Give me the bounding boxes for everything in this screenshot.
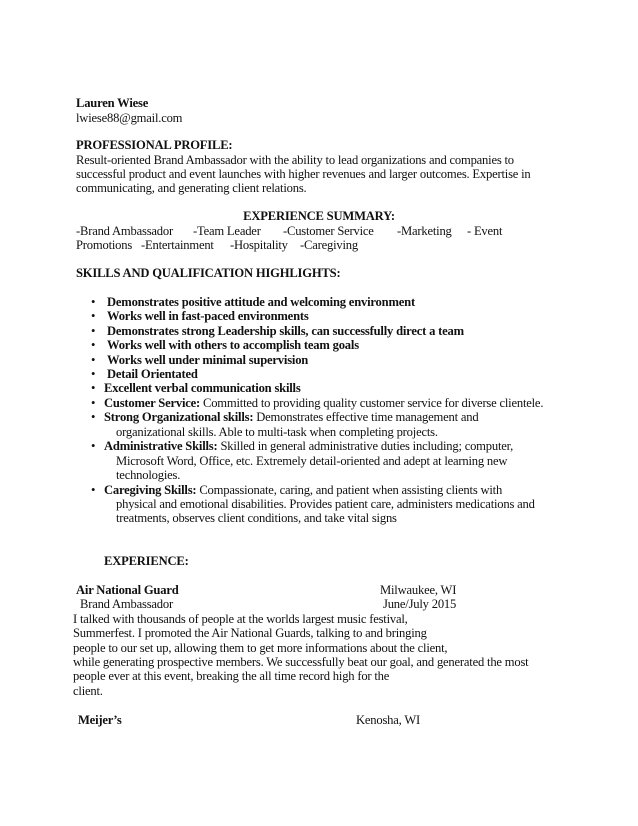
bullet-icon: • bbox=[91, 367, 96, 381]
skill-title: Excellent verbal communication skills bbox=[104, 381, 301, 395]
job-description: people ever at this event, breaking the all time record high for the bbox=[73, 669, 390, 683]
skill-description-cont: Microsoft Word, Office, etc. Extremely detail-oriented and adept at learning new bbox=[116, 454, 508, 468]
job-description: I talked with thousands of people at the worlds largest music festival, bbox=[73, 612, 408, 626]
skill-title: Works well under minimal supervision bbox=[107, 353, 309, 367]
skill-title: Detail Orientated bbox=[107, 367, 198, 381]
skill-description: Committed to providing quality customer service for diverse clientele. bbox=[200, 396, 544, 410]
skill-title: Works well with others to accomplish team goals bbox=[107, 338, 359, 352]
job-location: Kenosha, WI bbox=[356, 713, 421, 727]
bullet-icon: • bbox=[91, 353, 96, 367]
summary-item: -Brand Ambassador bbox=[76, 224, 173, 238]
skills-heading: SKILLS AND QUALIFICATION HIGHLIGHTS: bbox=[76, 266, 341, 280]
skill-description: Demonstrates effective time management and bbox=[253, 410, 479, 424]
skill-description: Compassionate, caring, and patient when assisting clients with bbox=[196, 483, 503, 497]
summary-item: -Caregiving bbox=[300, 238, 358, 252]
summary-item: -Marketing bbox=[397, 224, 452, 238]
profile-heading: PROFESSIONAL PROFILE: bbox=[76, 138, 233, 152]
bullet-icon: • bbox=[91, 324, 96, 338]
job-description: Summerfest. I promoted the Air National Guards, talking to and bringing bbox=[73, 626, 427, 640]
employer-name: Meijer’s bbox=[78, 713, 122, 727]
bullet-icon: • bbox=[91, 381, 96, 395]
skill-title: Demonstrates positive attitude and welcoming environment bbox=[107, 295, 415, 309]
bullet-icon: • bbox=[91, 410, 96, 424]
profile-line: Result-oriented Brand Ambassador with the ability to lead organizations and companies to bbox=[76, 153, 514, 167]
summary-item: Promotions bbox=[76, 238, 133, 252]
job-description: while generating prospective members. We successfully beat our goal, and generated the most bbox=[73, 655, 529, 669]
job-date: June/July 2015 bbox=[383, 597, 457, 611]
summary-item: -Team Leader bbox=[193, 224, 261, 238]
candidate-email: lwiese88@gmail.com bbox=[76, 111, 183, 125]
skill-description: Skilled in general administrative duties including; computer, bbox=[217, 439, 514, 453]
skill-title: Customer Service: bbox=[104, 396, 201, 410]
summary-heading: EXPERIENCE SUMMARY: bbox=[243, 209, 395, 223]
job-description: client. bbox=[73, 684, 103, 698]
profile-line: communicating, and generating client relations. bbox=[76, 181, 307, 195]
skill-title: Administrative Skills: bbox=[104, 439, 218, 453]
bullet-icon: • bbox=[91, 295, 96, 309]
job-description: people to our set up, allowing them to get more informations about the client, bbox=[73, 641, 448, 655]
job-location: Milwaukee, WI bbox=[380, 583, 457, 597]
employer-name: Air National Guard bbox=[76, 583, 179, 597]
bullet-icon: • bbox=[91, 396, 96, 410]
bullet-icon: • bbox=[91, 338, 96, 352]
skill-description-cont: technologies. bbox=[116, 468, 181, 482]
bullet-icon: • bbox=[91, 439, 96, 453]
skill-title: Caregiving Skills: bbox=[104, 483, 197, 497]
summary-item: -Customer Service bbox=[283, 224, 374, 238]
job-title: Brand Ambassador bbox=[80, 597, 173, 611]
bullet-icon: • bbox=[91, 483, 96, 497]
profile-line: successful product and event launches with higher revenues and larger outcomes. Expertise in bbox=[76, 167, 531, 181]
experience-heading: EXPERIENCE: bbox=[104, 554, 189, 568]
bullet-icon: • bbox=[91, 309, 96, 323]
skill-description-cont: physical and emotional disabilities. Provides patient care, administers medications and bbox=[116, 497, 535, 511]
summary-item: - Event bbox=[467, 224, 503, 238]
skill-description-cont: treatments, observes client conditions, and take vital signs bbox=[116, 511, 397, 525]
skill-title: Strong Organizational skills: bbox=[104, 410, 254, 424]
candidate-name: Lauren Wiese bbox=[76, 96, 149, 110]
skill-title: Demonstrates strong Leadership skills, can successfully direct a team bbox=[107, 324, 464, 338]
skill-title: Works well in fast-paced environments bbox=[107, 309, 309, 323]
summary-item: -Hospitality bbox=[230, 238, 288, 252]
skill-description-cont: organizational skills. Able to multi-task when completing projects. bbox=[116, 425, 438, 439]
summary-item: -Entertainment bbox=[141, 238, 214, 252]
